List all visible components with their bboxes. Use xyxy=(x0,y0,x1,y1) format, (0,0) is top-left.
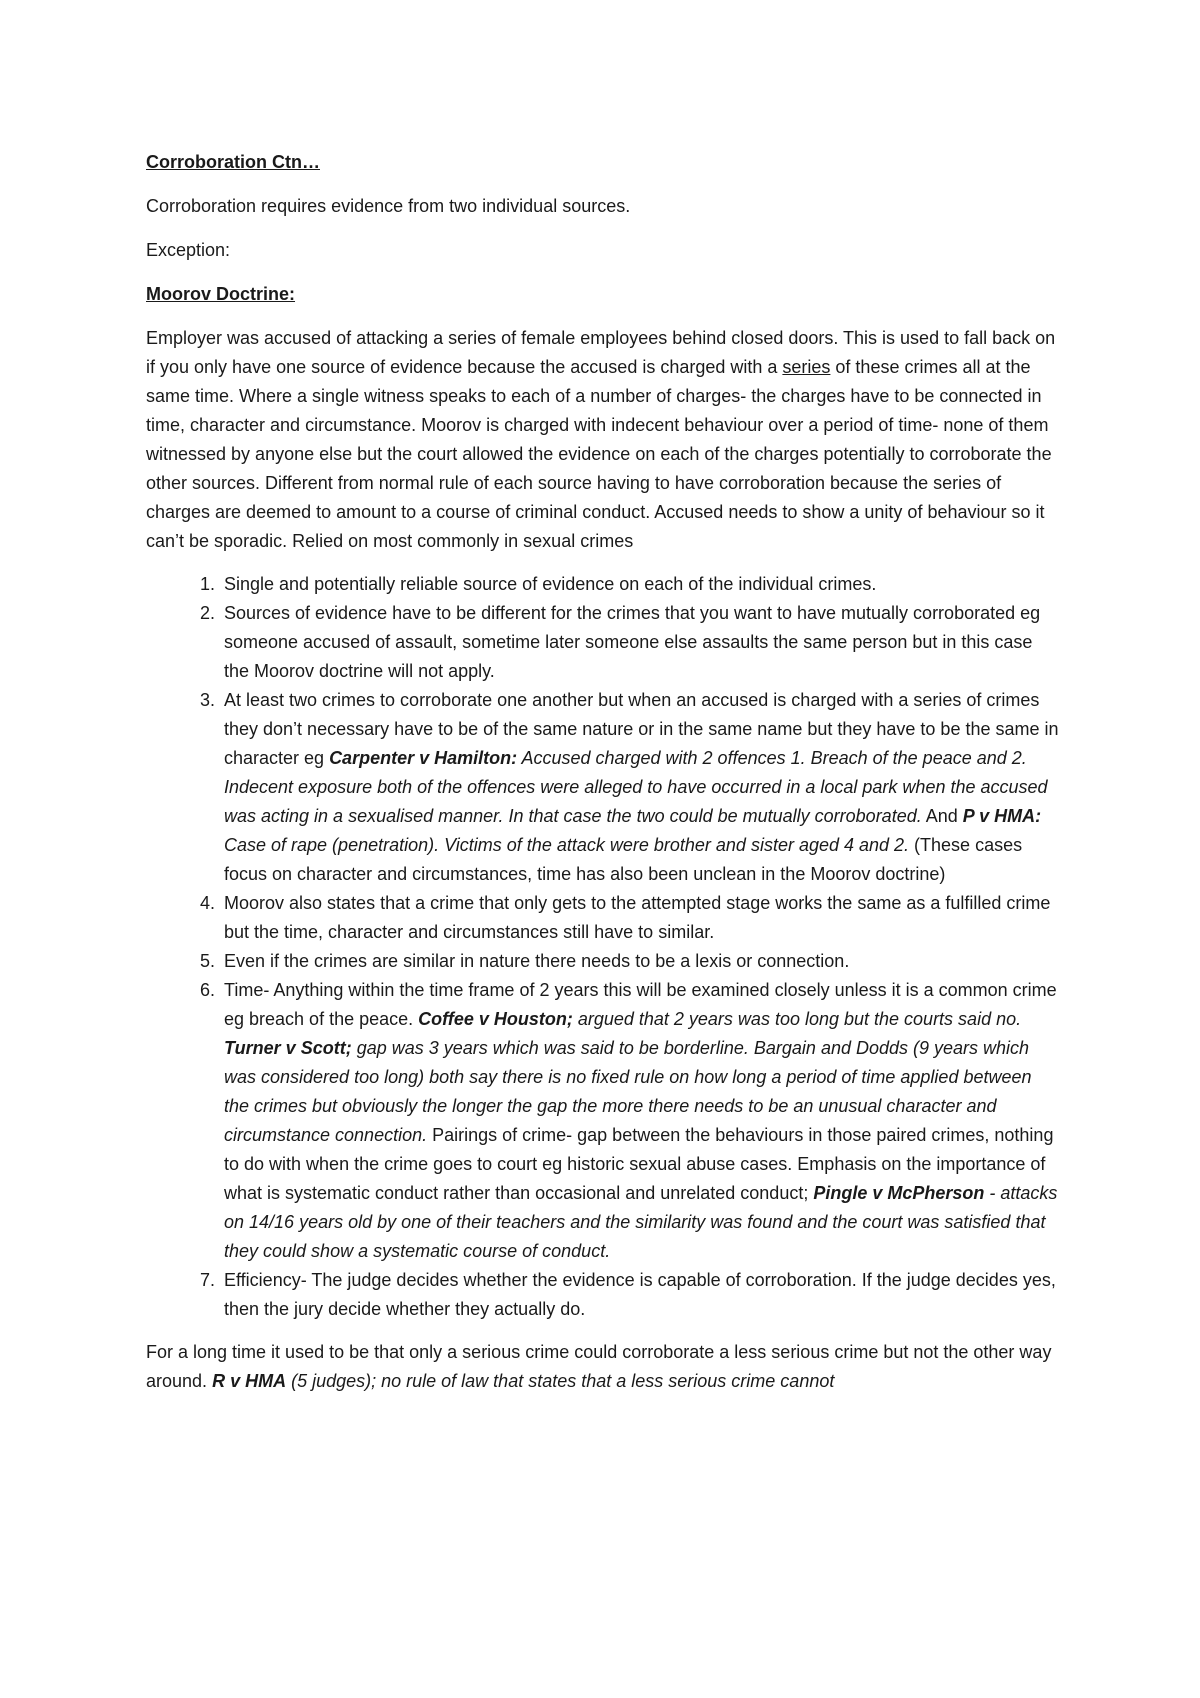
closing-paragraph xyxy=(146,1338,1060,1396)
list-item xyxy=(220,889,1060,947)
list-item xyxy=(220,1266,1060,1324)
point-2-text: Sources of evidence have to be different for the crimes that you want to have mutually corroborated eg someone accused of assault, sometime later someone else assaults the same person but in this case the Moorov doctrine will not apply. xyxy=(224,603,1041,681)
point-7-text: Efficiency- The judge decides whether the evidence is capable of corroboration. If the judge decides yes, then the jury decide whether they actually do. xyxy=(224,1270,1056,1319)
series-underlined: series xyxy=(782,357,831,377)
requirements-list xyxy=(146,570,1060,1324)
case-turner-v-scott: Turner v Scott; xyxy=(224,1038,352,1058)
case-pingle-v-mcpherson: Pingle v McPherson xyxy=(813,1183,985,1203)
point-3-part-c: And xyxy=(921,806,963,826)
point-6-part-d: Pairings of crime- gap between the behaviours in those paired crimes, nothing to do with when the crime goes to court eg historic sexual abuse cases. Emphasis on the importance of what is systematic conduct rather than occasional and unrelated conduct; xyxy=(224,1125,1054,1203)
case-coffee-v-houston: Coffee v Houston; xyxy=(418,1009,573,1029)
point-6-part-e: - attacks on 14/16 years old by one of their teachers and the similarity was found and the court was satisfied that they could show a systematic course of conduct. xyxy=(224,1183,1058,1261)
point-3-part-d: Case of rape (penetration). Victims of the attack were brother and sister aged 4 and 2. xyxy=(224,835,910,855)
document-title: Corroboration Ctn… xyxy=(146,152,320,172)
list-item xyxy=(220,976,1060,1266)
point-6-part-c: gap was 3 years which was said to be borderline. Bargain and Dodds (9 years which was considered too long) both say there is no fixed rule on how long a period of time applied between the crimes but obviously the longer the gap the more there needs to be an unusual character and circumstance connection. xyxy=(224,1038,1032,1145)
point-4-text: Moorov also states that a crime that only gets to the attempted stage works the same as a fulfilled crime but the time, character and circumstances still have to similar. xyxy=(224,893,1051,942)
case-p-v-hma: P v HMA: xyxy=(962,806,1042,826)
list-item xyxy=(220,686,1060,889)
intro-text: Corroboration requires evidence from two individual sources. xyxy=(146,196,631,216)
moorov-paragraph-part-c: of these crimes all at the same time. Where a single witness speaks to each of a number of charges- the charges have to be connected in time, character and circumstance. Moorov is charged with indecent behaviour over a period of time- none of them witnessed by anyone else but the court allowed the evidence on each of the charges potentially to corroborate the other sources. Different from normal rule of each source having to have corroboration because the series of charges are deemed to amount to a course of criminal conduct. Accused needs to show a unity of behaviour so it can’t be sporadic. Relied on most commonly in sexual crimes xyxy=(146,357,1052,551)
section-heading-moorov: Moorov Doctrine: xyxy=(146,284,296,304)
moorov-paragraph xyxy=(146,324,1060,556)
point-3-part-b: Accused charged with 2 offences 1. Breach of the peace and 2. Indecent exposure both of the offences were alleged to have occurred in a local park when the accused was acting in a sexualised manner. In that case the two could be mutually corroborated. xyxy=(224,748,1048,826)
point-1-text: Single and potentially reliable source of evidence on each of the individual crimes. xyxy=(224,574,877,594)
point-3-part-e: (These cases focus on character and circumstances, time has also been unclean in the Moorov doctrine) xyxy=(224,835,1023,884)
closing-part-a: For a long time it used to be that only a serious crime could corroborate a less serious crime but not the other way around. xyxy=(146,1342,1052,1391)
list-item xyxy=(220,570,1060,599)
moorov-paragraph-part-a: Employer was accused of attacking a series of female employees behind closed doors. This is used to fall back on if you only have one source of evidence because the accused is charged with a xyxy=(146,328,1056,377)
case-carpenter-v-hamilton: Carpenter v Hamilton: xyxy=(329,748,518,768)
point-6-part-b: argued that 2 years was too long but the courts said no. xyxy=(572,1009,1022,1029)
exception-label: Exception: xyxy=(146,240,231,260)
case-r-v-hma: R v HMA xyxy=(212,1371,287,1391)
point-6-part-a: Time- Anything within the time frame of 2 years this will be examined closely unless it is a common crime eg breach of the peace. xyxy=(224,980,1057,1029)
point-3-part-a: At least two crimes to corroborate one another but when an accused is charged with a series of crimes they don’t necessary have to be of the same nature or in the same name but they have to be the same in character eg xyxy=(224,690,1059,768)
list-item xyxy=(220,599,1060,686)
point-5-text: Even if the crimes are similar in nature there needs to be a lexis or connection. xyxy=(224,951,850,971)
closing-part-b: (5 judges); no rule of law that states that a less serious crime cannot xyxy=(286,1371,835,1391)
list-item xyxy=(220,947,1060,976)
